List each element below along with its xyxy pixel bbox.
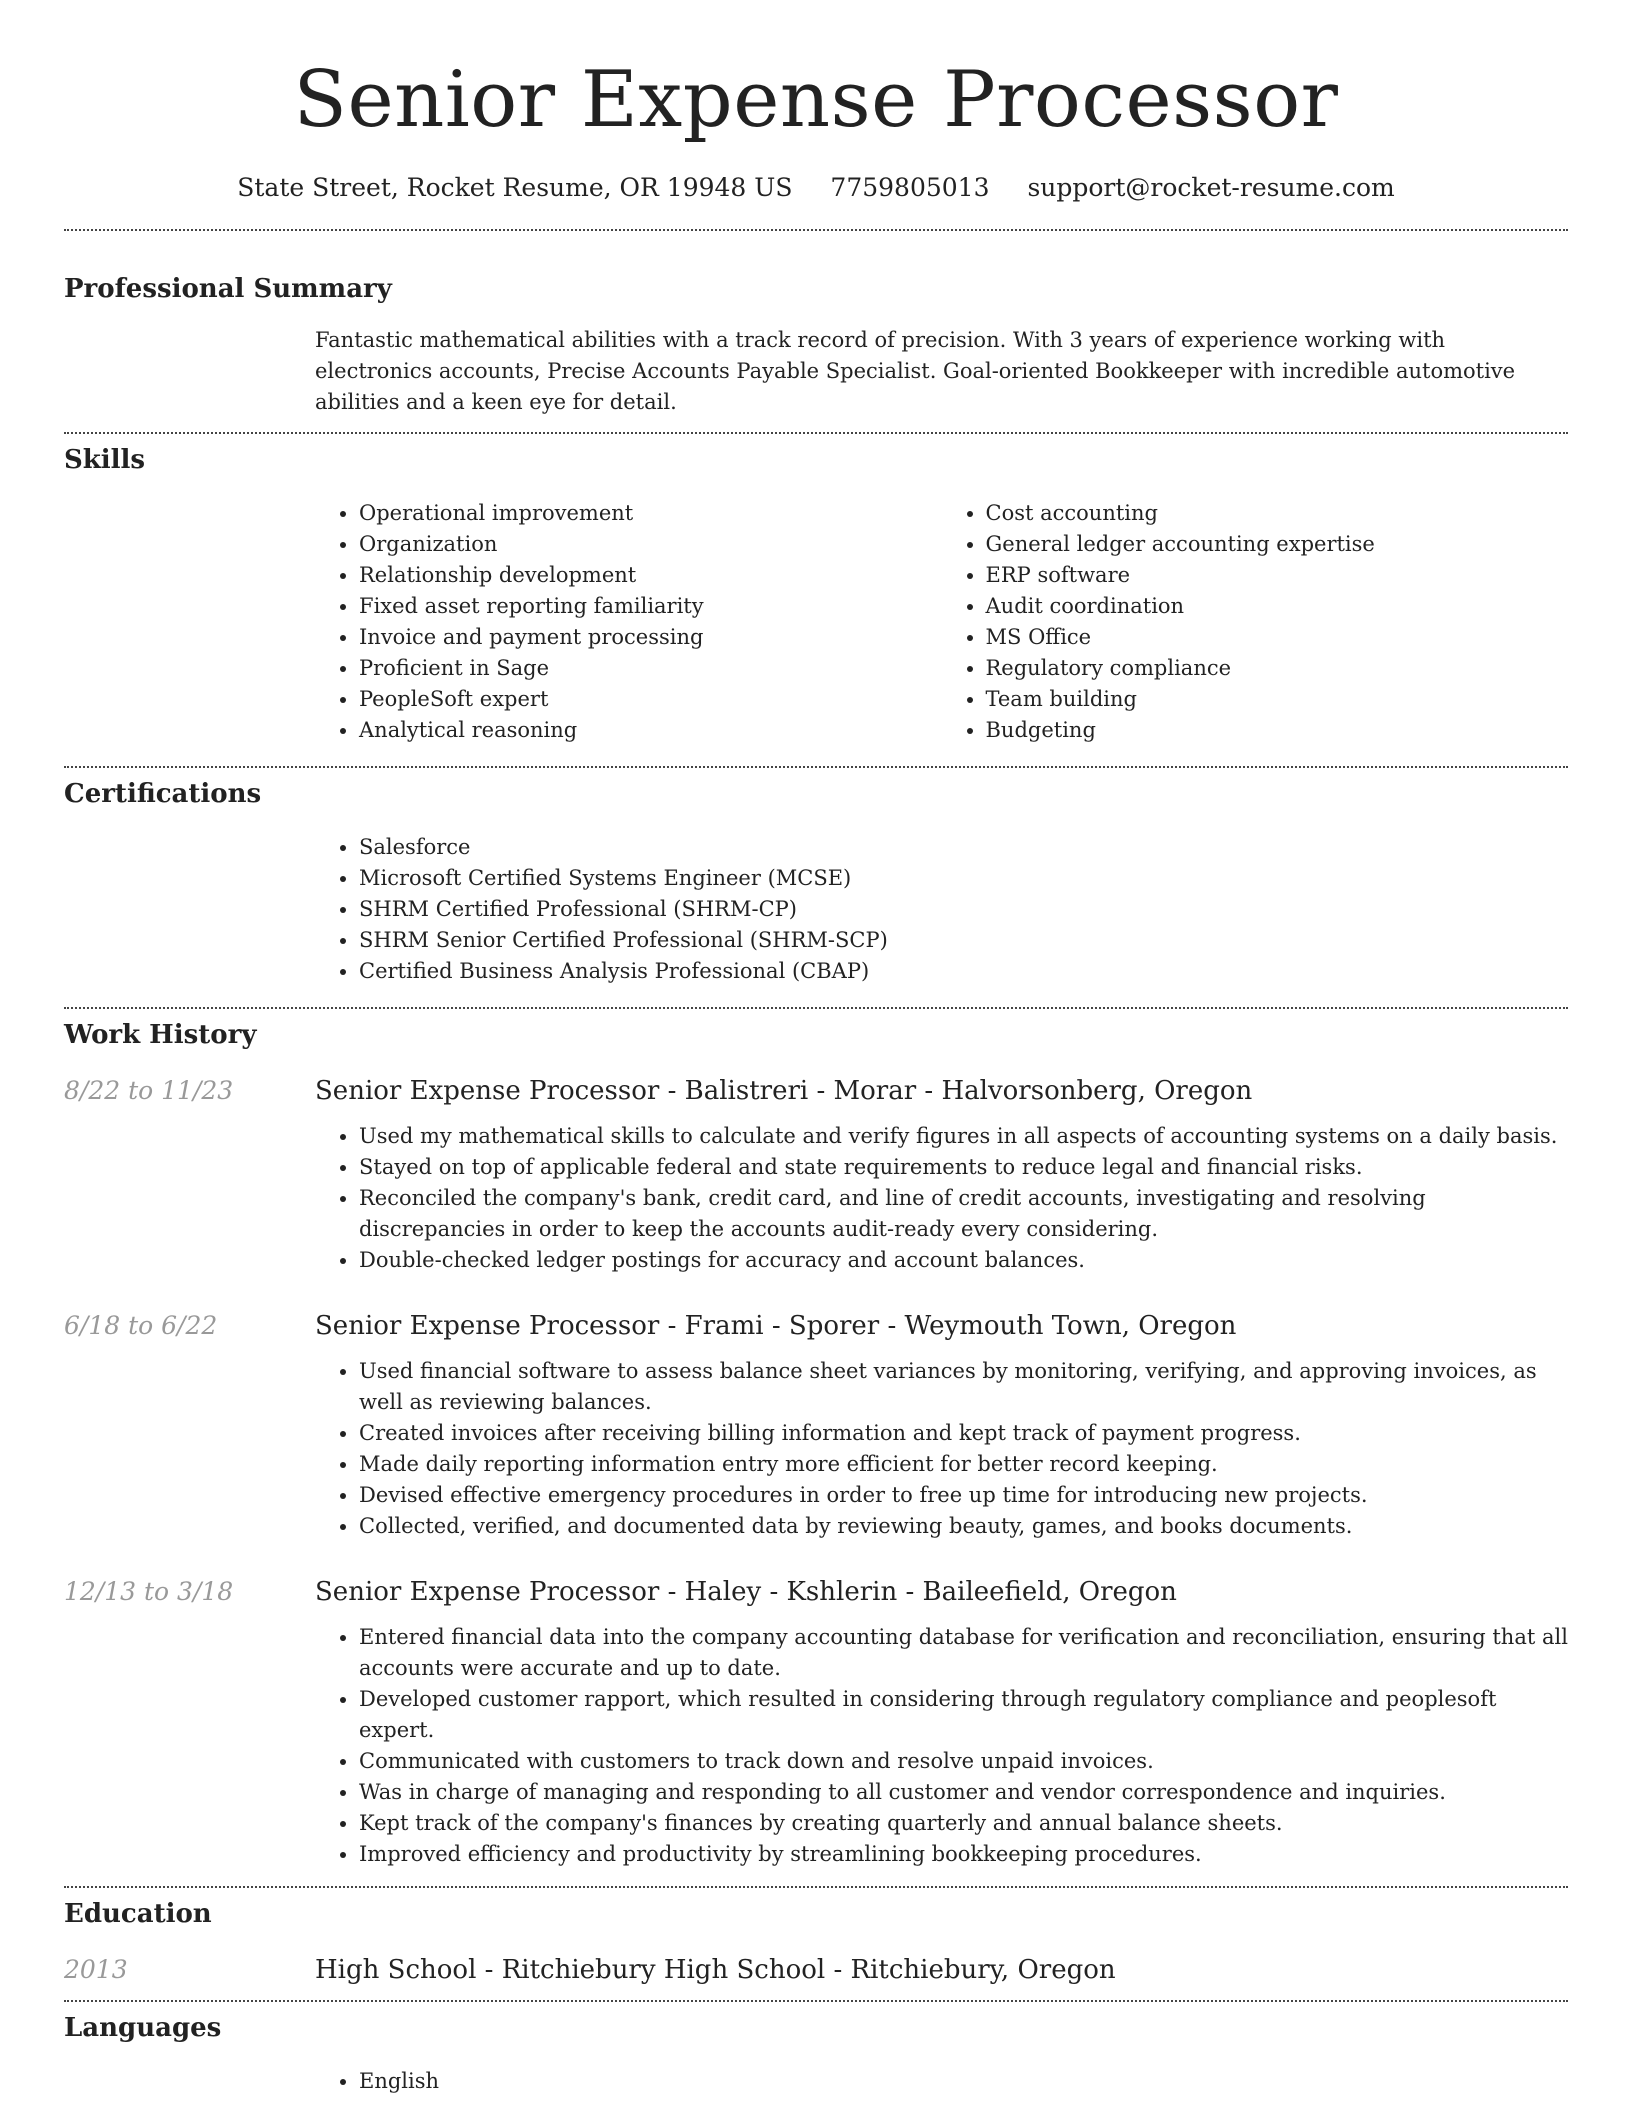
certification-item: • Salesforce	[359, 832, 1568, 863]
certifications-list	[315, 832, 1568, 987]
certification-item: • Certified Business Analysis Professional (CBAP)	[359, 956, 1568, 987]
certification-item: • SHRM Certified Professional (SHRM-CP)	[359, 894, 1568, 925]
job-bullet: • Double-checked ledger postings for accuracy and account balances.	[359, 1245, 1568, 1276]
skill-item: • ERP software	[986, 560, 1569, 591]
job-bullets	[315, 1622, 1568, 1870]
job-dates: 6/18 to 6/22	[64, 1311, 218, 1340]
section-divider	[64, 2000, 1568, 2002]
skill-item: • Team building	[986, 684, 1569, 715]
section-divider	[64, 1886, 1568, 1888]
contact-line	[64, 172, 1568, 204]
job-title: Senior Expense Processor - Balistreri - Morar - Halvorsonberg, Oregon	[315, 1076, 1253, 1106]
languages-list	[315, 2066, 1568, 2097]
job-bullets	[315, 1121, 1568, 1276]
skills-list	[315, 498, 1568, 746]
education-title: Education	[64, 1899, 212, 1929]
section-divider	[64, 766, 1568, 768]
skill-item: • Audit coordination	[986, 591, 1569, 622]
work-history-title: Work History	[64, 1020, 257, 1050]
section-divider	[64, 229, 1568, 231]
contact-address: State Street, Rocket Resume, OR 19948 US	[237, 173, 793, 202]
contact-phone: 7759805013	[830, 173, 990, 202]
skill-item: • Relationship development	[359, 560, 942, 591]
job-bullet: • Entered financial data into the company accounting database for verification and reconciliation, ensuring that all accounts were accurate and up to date.	[359, 1622, 1568, 1684]
skill-item: • General ledger accounting expertise	[986, 529, 1569, 560]
job-bullets	[315, 1356, 1568, 1542]
summary-text: Fantastic mathematical abilities with a track record of precision. With 3 years of experience working with electronics accounts, Precise Accounts Payable Specialist. Goal-oriented Bookkeeper with incredible automotive abilities and a keen eye for detail.	[315, 328, 1516, 414]
job-bullet: • Used my mathematical skills to calculate and verify figures in all aspects of accounting systems on a daily basis.	[359, 1121, 1568, 1152]
job-bullet: • Developed customer rapport, which resulted in considering through regulatory compliance and peoplesoft expert.	[359, 1684, 1568, 1746]
section-divider	[64, 432, 1568, 434]
languages-title: Languages	[64, 2013, 222, 2043]
skill-item: • Fixed asset reporting familiarity	[359, 591, 942, 622]
skill-item: • Invoice and payment processing	[359, 622, 942, 653]
job-dates: 12/13 to 3/18	[64, 1577, 234, 1606]
skill-item: • Proficient in Sage	[359, 653, 942, 684]
job-bullet: • Improved efficiency and productivity by streamlining bookkeeping procedures.	[359, 1839, 1568, 1870]
certification-item: • Microsoft Certified Systems Engineer (MCSE)	[359, 863, 1568, 894]
skill-item: • PeopleSoft expert	[359, 684, 942, 715]
section-divider	[64, 1007, 1568, 1009]
contact-email: support@rocket-resume.com	[1027, 173, 1395, 202]
job-dates: 8/22 to 11/23	[64, 1076, 234, 1105]
job-entry	[64, 1310, 1568, 1542]
education-entry	[64, 1954, 1568, 1986]
job-bullet: • Used financial software to assess balance sheet variances by monitoring, verifying, and approving invoices, as well as reviewing balances.	[359, 1356, 1568, 1418]
job-title: Senior Expense Processor - Haley - Kshlerin - Baileefield, Oregon	[315, 1577, 1177, 1607]
skill-item: • Budgeting	[986, 715, 1569, 746]
job-bullet: • Kept track of the company's finances by creating quarterly and annual balance sheets.	[359, 1808, 1568, 1839]
summary-title: Professional Summary	[64, 274, 392, 304]
skill-item: • Analytical reasoning	[359, 715, 942, 746]
certifications-title: Certifications	[64, 779, 262, 809]
job-title: Senior Expense Processor - Frami - Sporer - Weymouth Town, Oregon	[315, 1311, 1237, 1341]
job-bullet: • Devised effective emergency procedures in order to free up time for introducing new projects.	[359, 1480, 1568, 1511]
skills-title: Skills	[64, 445, 146, 475]
certification-item: • SHRM Senior Certified Professional (SHRM-SCP)	[359, 925, 1568, 956]
job-bullet: • Reconciled the company's bank, credit card, and line of credit accounts, investigating and resolving discrepancies in order to keep the accounts audit-ready every considering.	[359, 1183, 1568, 1245]
job-bullet: • Created invoices after receiving billing information and kept track of payment progress.	[359, 1418, 1568, 1449]
skills-column-left	[315, 498, 942, 746]
job-bullet: • Communicated with customers to track down and resolve unpaid invoices.	[359, 1746, 1568, 1777]
education-dates: 2013	[64, 1955, 128, 1984]
job-entry	[64, 1075, 1568, 1276]
job-entry	[64, 1576, 1568, 1870]
skill-item: • Operational improvement	[359, 498, 942, 529]
skill-item: • Regulatory compliance	[986, 653, 1569, 684]
language-item: • English	[359, 2066, 1568, 2097]
skill-item: • Organization	[359, 529, 942, 560]
job-bullet: • Stayed on top of applicable federal and state requirements to reduce legal and financial risks.	[359, 1152, 1568, 1183]
education-detail: High School - Ritchiebury High School - Ritchiebury, Oregon	[315, 1955, 1116, 1985]
skill-item: • MS Office	[986, 622, 1569, 653]
skill-item: • Cost accounting	[986, 498, 1569, 529]
resume-name: Senior Expense Processor	[293, 55, 1339, 145]
job-bullet: • Was in charge of managing and responding to all customer and vendor correspondence and inquiries.	[359, 1777, 1568, 1808]
job-bullet: • Made daily reporting information entry more efficient for better record keeping.	[359, 1449, 1568, 1480]
skills-column-right	[942, 498, 1569, 746]
job-bullet: • Collected, verified, and documented data by reviewing beauty, games, and books documents.	[359, 1511, 1568, 1542]
